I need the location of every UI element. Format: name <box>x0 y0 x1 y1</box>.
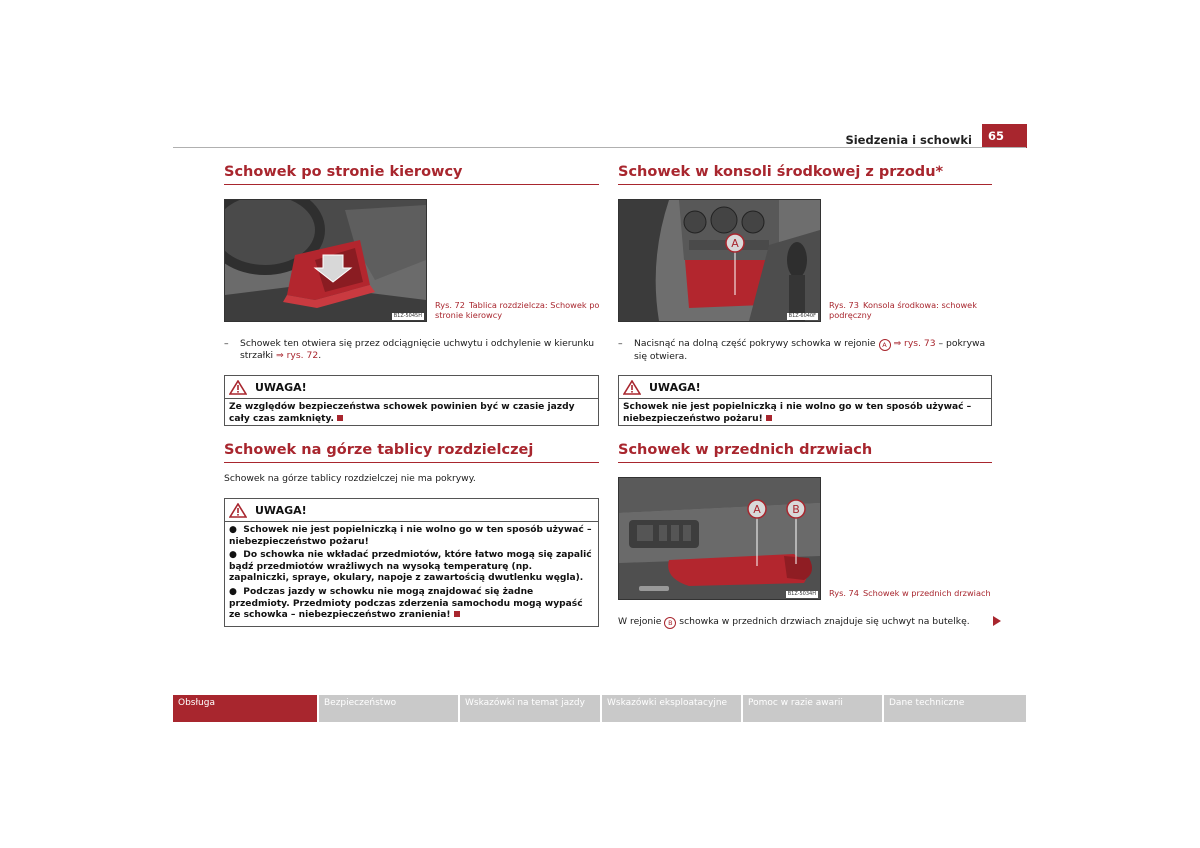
footer-tab-bezpieczenstwo[interactable]: Bezpieczeństwo <box>319 695 458 722</box>
figure-driver-compartment <box>224 199 427 322</box>
section-rule <box>224 462 599 463</box>
bullet-dot-icon: ● <box>229 550 244 561</box>
warning-triangle-icon <box>229 503 247 518</box>
instruction-step <box>224 338 599 362</box>
section-rule <box>618 462 992 463</box>
bullet-dash: – <box>618 338 623 349</box>
warning-label: UWAGA! <box>649 380 701 394</box>
header-rule <box>173 147 1026 148</box>
warning-triangle-icon <box>229 380 247 395</box>
warning-box <box>224 375 599 426</box>
figure-code: B1Z-5034H <box>787 591 816 597</box>
callout-label-b: B <box>792 503 800 516</box>
end-of-section-mark <box>454 611 460 617</box>
callout-circle-b: B <box>664 617 676 629</box>
figure-caption-number: Rys. 72 <box>435 300 465 310</box>
instruction-end: . <box>318 350 322 361</box>
callout-circle-a: A <box>879 339 891 351</box>
figure-caption-text: Schowek w przednich drzwiach <box>862 588 991 598</box>
center-console-illustration <box>619 200 820 321</box>
footer-tab-driving-tips[interactable]: Wskazówki na temat jazdy <box>460 695 600 722</box>
footer-tab-obsluga[interactable]: Obsługa <box>173 695 317 722</box>
warning-header <box>225 376 598 399</box>
front-door-illustration <box>619 478 820 599</box>
warning-header <box>225 499 598 522</box>
section-title-dashboard-top: Schowek na górze tablicy rozdzielczej <box>224 442 534 458</box>
figure-caption-number: Rys. 74 <box>829 588 859 598</box>
warning-text <box>619 399 991 428</box>
warning-list-item <box>229 587 594 622</box>
continue-arrow-icon[interactable] <box>993 616 1001 626</box>
driver-compartment-illustration <box>225 200 426 321</box>
instruction-step <box>618 338 992 363</box>
instruction-text <box>240 338 599 362</box>
figure-caption-text: Tablica rozdzielcza: Schowek po stronie kierowcy <box>435 300 600 320</box>
instruction-text-body: Schowek ten otwiera się przez odciągnięcie uchwytu i odchylenie w kierunku strzałki <box>240 338 595 361</box>
warning-list-item <box>229 525 594 548</box>
figure-code: B1Z-6040F <box>788 313 816 319</box>
warning-box <box>618 375 992 426</box>
figure-front-door <box>618 477 821 600</box>
warning-list <box>225 522 598 627</box>
figure-code: B1Z-5045H <box>393 313 422 319</box>
section-title-front-doors: Schowek w przednich drzwiach <box>618 442 873 458</box>
warning-header <box>619 376 991 399</box>
page-number: 65 <box>982 124 1027 148</box>
warning-item-text: Podczas jazdy w schowku nie mogą znajdować się żadne przedmioty. Przedmioty podczas zderzenia samochodu mogą wypaść ze schowka – niebezpieczeństwo zranienia! <box>229 586 583 621</box>
warning-text-body: Ze względów bezpieczeństwa schowek powinien być w czasie jazdy cały czas zamknięty. <box>229 402 575 424</box>
paragraph-text-start: W rejonie <box>618 616 662 627</box>
figure-caption-number: Rys. 73 <box>829 300 859 310</box>
paragraph <box>618 616 988 629</box>
paragraph: Schowek na górze tablicy rozdzielczej nie ma pokrywy. <box>224 473 476 484</box>
warning-label: UWAGA! <box>255 380 307 394</box>
paragraph-text-end: schowka w przednich drzwiach znajduje się uchwyt na butelkę. <box>679 616 970 627</box>
figure-reference-link[interactable]: ⇒ rys. 72 <box>276 350 319 361</box>
figure-caption-text: Konsola środkowa: schowek podręczny <box>829 300 977 320</box>
figure-center-console <box>618 199 821 322</box>
instruction-text-body: Nacisnąć na dolną część pokrywy schowka w rejonie <box>634 338 876 349</box>
callout-label-a: A <box>753 503 761 516</box>
section-title-center-console: Schowek w konsoli środkowej z przodu* <box>618 164 944 180</box>
figure-reference-link[interactable]: ⇒ rys. 73 <box>893 338 936 349</box>
bullet-dot-icon: ● <box>229 525 244 535</box>
warning-triangle-icon <box>623 380 641 395</box>
warning-box <box>224 498 599 627</box>
figure-caption <box>435 300 600 320</box>
callout-label-a: A <box>731 237 739 250</box>
warning-item-text: Do schowka nie wkładać przedmiotów, które łatwo mogą się zapalić bądź przedmiotów wrażliwych na wysoką temperaturę (np. zapalniczki, spraye, okulary, napoje z zawartością dwutlenku węgla). <box>229 550 592 584</box>
bullet-dash: – <box>224 338 229 349</box>
figure-caption <box>829 588 999 598</box>
warning-text <box>225 399 598 428</box>
footer-tab-operating-tips[interactable]: Wskazówki eksploatacyjne <box>602 695 741 722</box>
section-rule <box>224 184 599 185</box>
section-rule <box>618 184 992 185</box>
figure-caption <box>829 300 994 320</box>
warning-list-item <box>229 550 594 585</box>
warning-text-body: Schowek nie jest popielniczką i nie wolno go w ten sposób używać – niebezpieczeństwo pożaru! <box>623 402 972 424</box>
footer-tab-emergency-help[interactable]: Pomoc w razie awarii <box>743 695 882 722</box>
end-of-section-mark <box>766 415 772 421</box>
bullet-dot-icon: ● <box>229 586 244 597</box>
instruction-text-tail: – pokrywa się otwiera. <box>634 338 986 362</box>
warning-label: UWAGA! <box>255 503 307 517</box>
instruction-text <box>634 338 992 363</box>
end-of-section-mark <box>337 415 343 421</box>
section-title-driver-compartment: Schowek po stronie kierowcy <box>224 164 463 180</box>
running-header-title: Siedzenia i schowki <box>845 133 972 147</box>
warning-item-text: Schowek nie jest popielniczką i nie wolno go w ten sposób używać – niebezpieczeństwo pożaru! <box>229 525 592 547</box>
footer-tab-technical-data[interactable]: Dane techniczne <box>884 695 1026 722</box>
